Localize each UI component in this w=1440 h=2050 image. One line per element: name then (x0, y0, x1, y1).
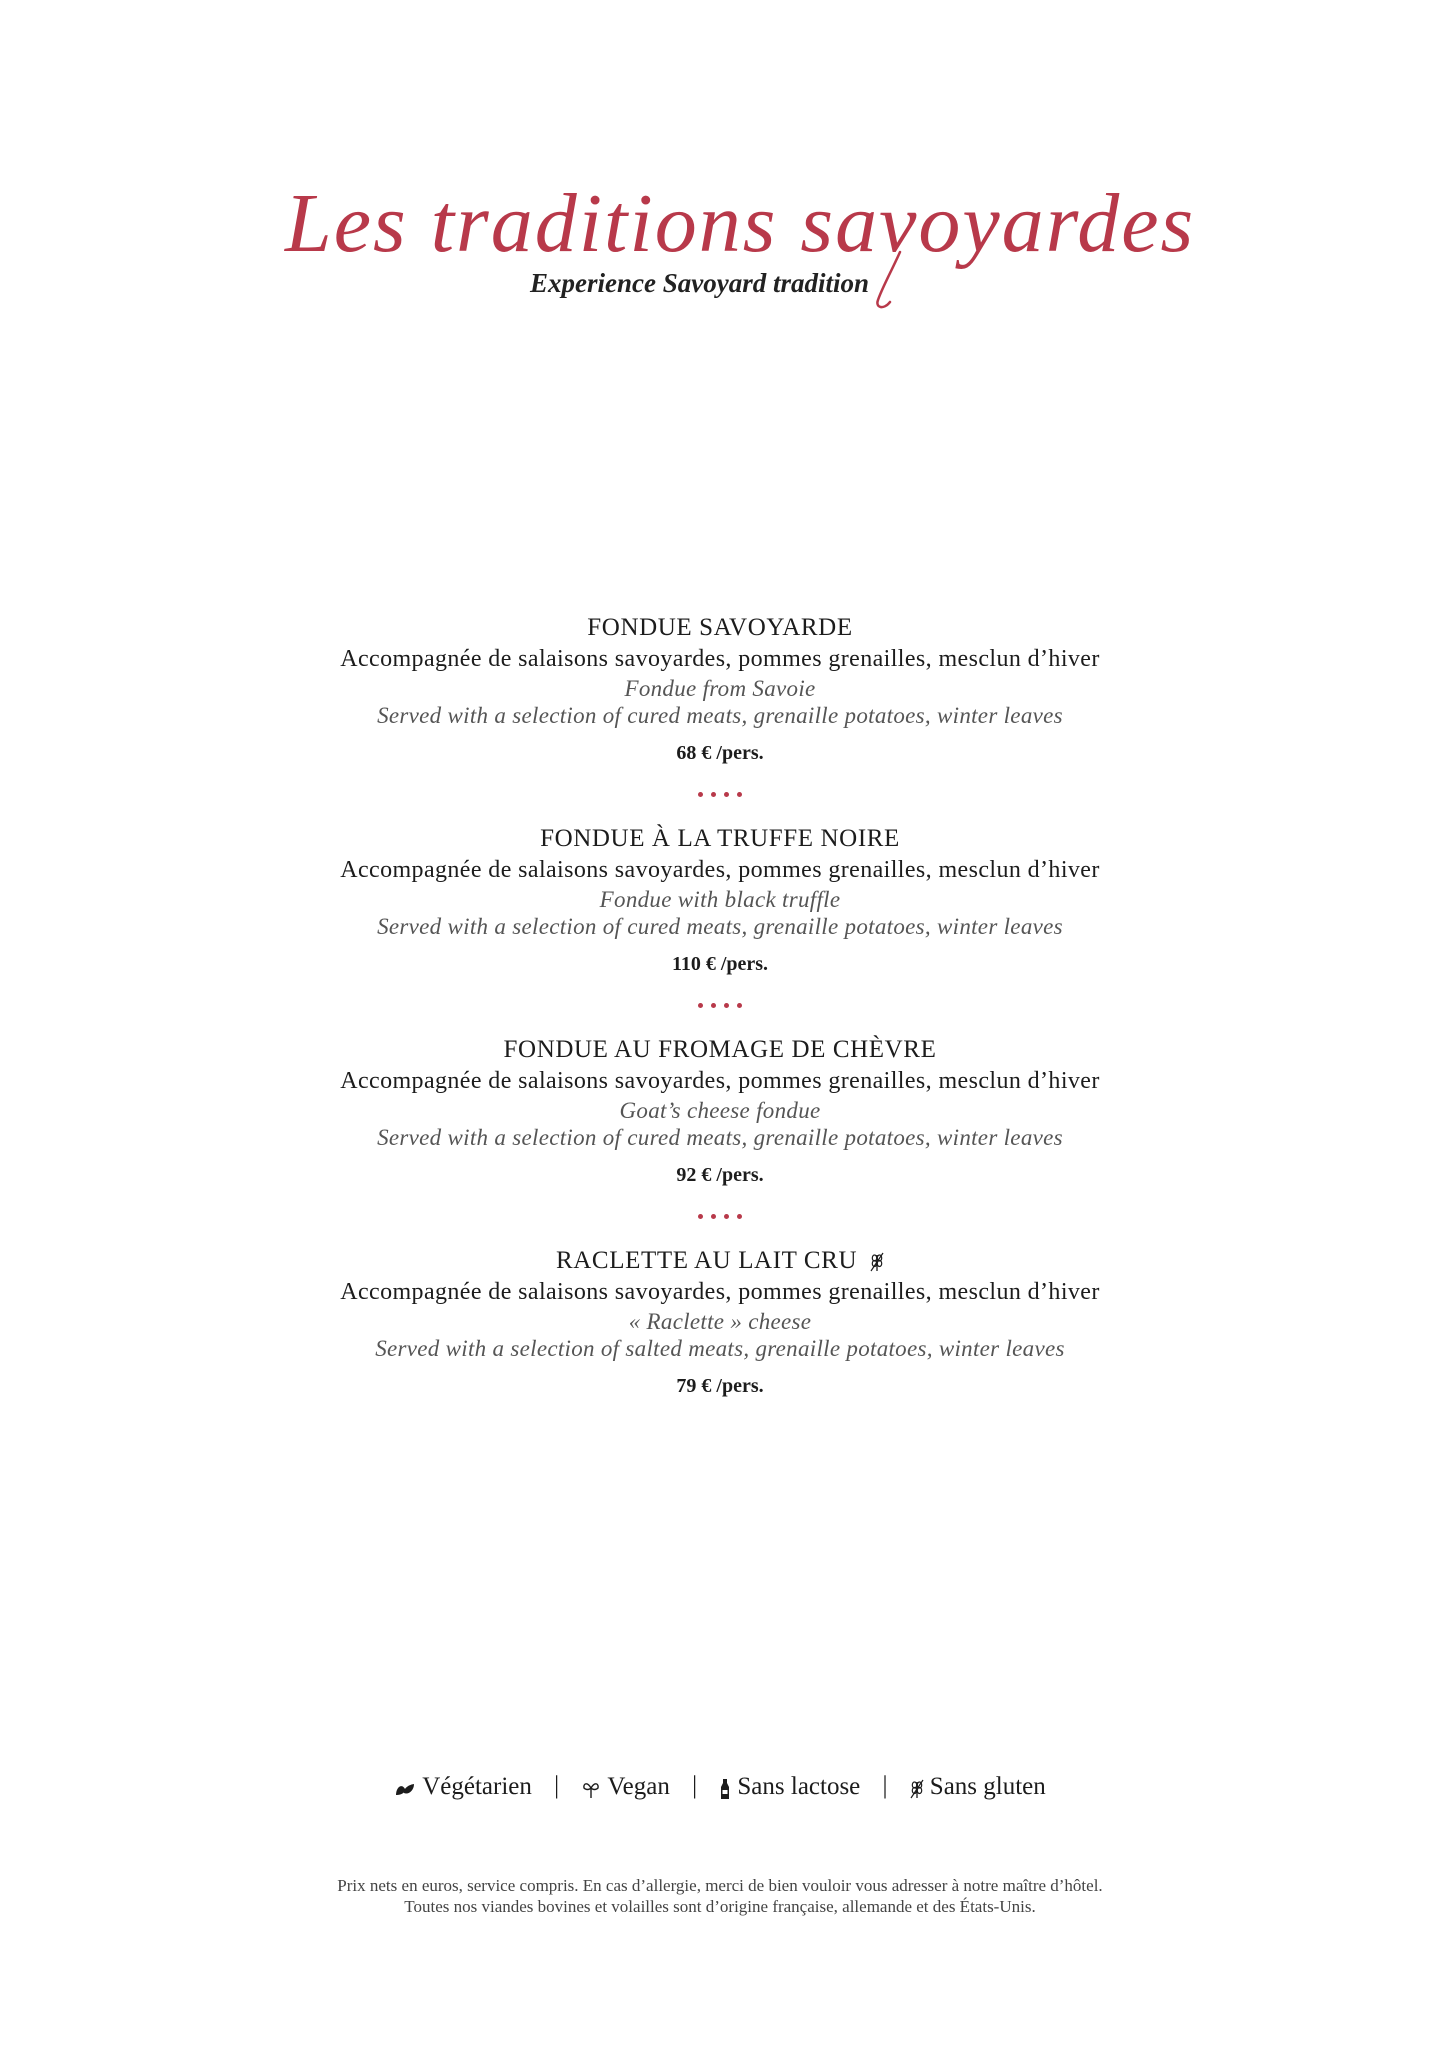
item-description-fr: Accompagnée de salaisons savoyardes, pommes grenailles, mesclun d’hiver (340, 857, 1100, 883)
item-price: 110 € /pers. (671, 953, 769, 975)
footer-line-1: Prix nets en euros, service compris. En cas d’allergie, merci de bien vouloir vous adresser à notre maître d’hôtel. (337, 1876, 1103, 1895)
menu-item (0, 823, 1440, 976)
item-name-en: Fondue from Savoie (624, 676, 816, 701)
item-name: FONDUE AU FROMAGE DE CHÈVRE (503, 1036, 937, 1063)
legend-vegan (581, 1773, 669, 1801)
legend-vegetarian (394, 1773, 532, 1801)
item-name: FONDUE À LA TRUFFE NOIRE (540, 825, 900, 852)
item-description-fr: Accompagnée de salaisons savoyardes, pommes grenailles, mesclun d’hiver (340, 1068, 1100, 1094)
item-price: 92 € /pers. (676, 1164, 764, 1186)
footer-line-2: Toutes nos viandes bovines et volailles sont d’origine française, allemande et des États-Unis. (404, 1897, 1036, 1916)
menu-item (0, 1245, 1440, 1398)
legend-separator: | (692, 1772, 698, 1799)
item-price: 68 € /pers. (676, 742, 764, 764)
item-name-en: Goat’s cheese fondue (619, 1098, 821, 1123)
item-description-fr: Accompagnée de salaisons savoyardes, pommes grenailles, mesclun d’hiver (340, 1279, 1100, 1305)
legend-gluten-free (910, 1773, 1046, 1801)
item-price: 79 € /pers. (676, 1375, 764, 1397)
menu-item (0, 612, 1440, 765)
vegan-icon (581, 1779, 601, 1799)
legend-separator: | (882, 1772, 888, 1799)
legend-separator: | (554, 1772, 560, 1799)
menu-header (0, 170, 1440, 330)
item-description-en: Served with a selection of cured meats, grenaille potatoes, winter leaves (377, 703, 1063, 728)
legend-gluten-free-label: Sans gluten (929, 1773, 1046, 1801)
item-name-en: Fondue with black truffle (599, 887, 841, 912)
item-description-en: Served with a selection of cured meats, grenaille potatoes, winter leaves (377, 1125, 1063, 1150)
legend-lactose-free (719, 1773, 860, 1801)
dietary-legend (0, 1772, 1440, 1801)
legend-lactose-free-label: Sans lactose (737, 1773, 861, 1801)
item-name-en: « Raclette » cheese (628, 1309, 812, 1334)
milk-bottle-icon (719, 1778, 731, 1800)
separator-dots (0, 976, 1440, 1034)
legend-vegan-label: Vegan (607, 1773, 670, 1801)
item-description-en: Served with a selection of cured meats, grenaille potatoes, winter leaves (377, 914, 1063, 939)
gluten-free-icon (910, 1779, 924, 1799)
menu-item (0, 1034, 1440, 1187)
menu-items (0, 612, 1440, 1398)
footer-notes (0, 1875, 1440, 1917)
separator-dots (0, 765, 1440, 823)
legend-vegetarian-label: Végétarien (422, 1773, 532, 1801)
gluten-free-icon (870, 1252, 884, 1272)
page-title: Les traditions savoyardes (285, 177, 1196, 270)
page-subtitle: Experience Savoyard tradition (530, 268, 869, 298)
vegetarian-icon (394, 1781, 416, 1797)
item-name: RACLETTE AU LAIT CRU (556, 1247, 858, 1274)
item-name-with-icon (0, 1245, 1440, 1277)
item-description-en: Served with a selection of salted meats, grenaille potatoes, winter leaves (375, 1336, 1065, 1361)
separator-dots (0, 1187, 1440, 1245)
item-name: FONDUE SAVOYARDE (587, 614, 853, 641)
item-description-fr: Accompagnée de salaisons savoyardes, pommes grenailles, mesclun d’hiver (340, 646, 1100, 672)
